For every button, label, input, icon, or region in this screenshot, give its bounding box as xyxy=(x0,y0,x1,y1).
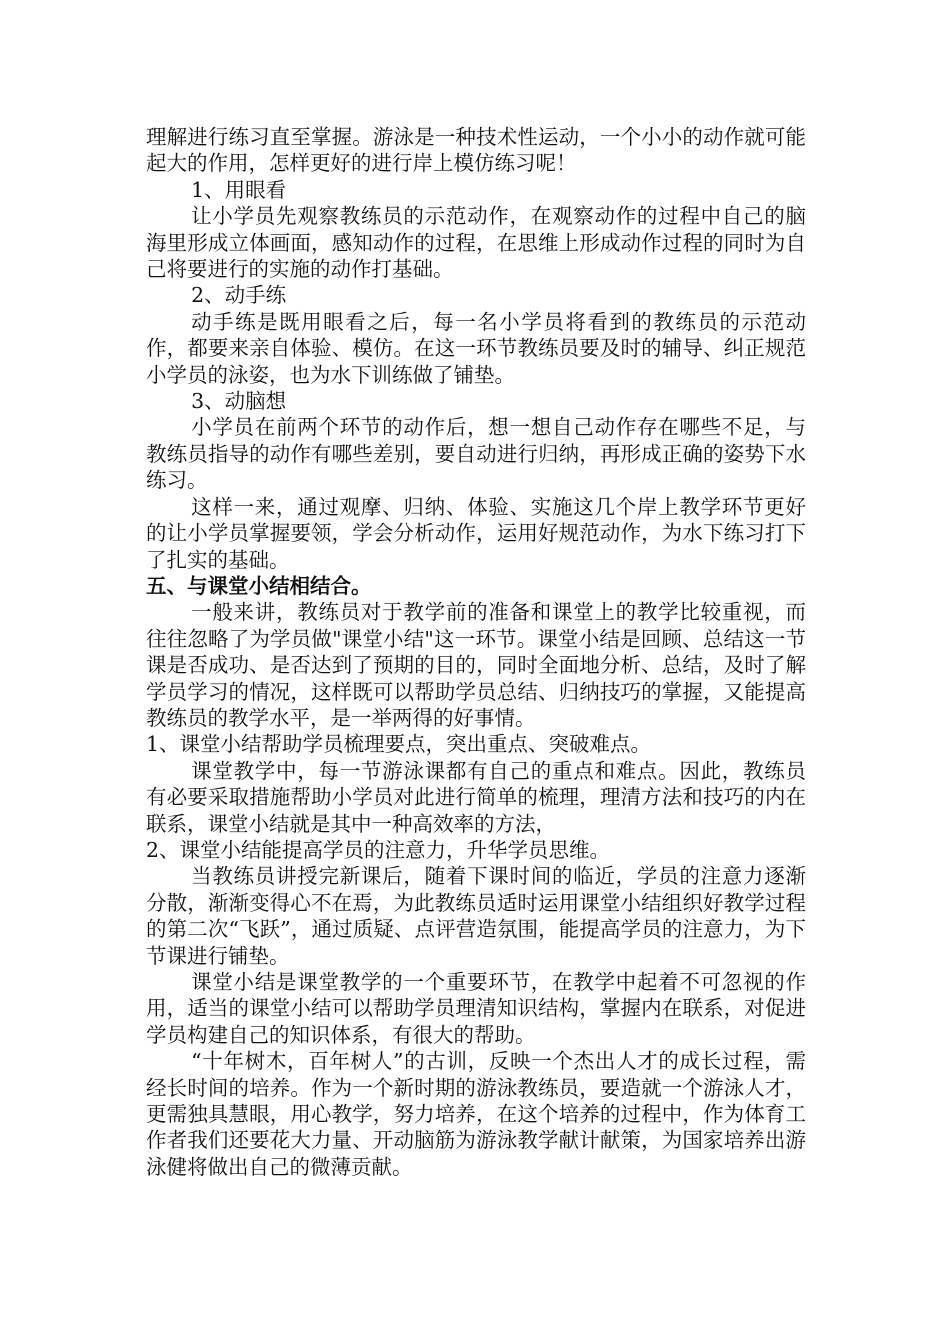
paragraph: 课堂小结是课堂教学的一个重要环节，在教学中起着不可忽视的作用，适当的课堂小结可以帮助学员理清知识结构，掌握内在联系，对促进学员构建自己的知识体系，有很大的帮助。 xyxy=(146,970,806,1047)
list-item-heading: 3、动脑想 xyxy=(191,389,287,414)
paragraph: 这样一来，通过观摩、归纳、体验、实施这几个岸上教学环节更好的让小学员掌握要领，学会分析动作，运用好规范动作，为水下练习打下了扎实的基础。 xyxy=(146,494,806,572)
paragraph: 课堂教学中，每一节游泳课都有自己的重点和难点。因此，教练员有必要采取措施帮助小学员对此进行简单的梳理，理清方法和技巧的内在联系，课堂小结就是其中一种高效率的方法， xyxy=(146,758,806,836)
document-body xyxy=(146,124,806,1180)
list-item-heading: 2、动手练 xyxy=(191,283,287,308)
paragraph: 一般来讲，教练员对于教学前的准备和课堂上的教学比较重视，而往往忽略了为学员做"课堂小结"这一环节。课堂小结是回顾、总结这一节课是否成功、是否达到了预期的目的，同时全面地分析、总结，及时了解学员学习的情况，这样既可以帮助学员总结、归纳技巧的掌握，又能提高教练员的教学水平，是一举两得的好事情。 xyxy=(146,600,806,730)
paragraph: 小学员在前两个环节的动作后，想一想自己动作存在哪些不足，与教练员指导的动作有哪些差别，要自动进行归纳，再形成正确的姿势下水练习。 xyxy=(146,415,806,493)
paragraph: 让小学员先观察教练员的示范动作，在观察动作的过程中自己的脑海里形成立体画面，感知动作的过程，在思维上形成动作过程的同时为自己将要进行的实施的动作打基础。 xyxy=(146,204,806,282)
paragraph: 理解进行练习直至掌握。游泳是一种技术性运动，一个小小的动作就可能起大的作用，怎样更好的进行岸上模仿练习呢！ xyxy=(146,125,806,176)
section-heading: 五、与课堂小结相结合。 xyxy=(146,573,372,598)
list-item-heading: 1、用眼看 xyxy=(191,177,287,202)
paragraph: 动手练是既用眼看之后，每一名小学员将看到的教练员的示范动作，都要来亲自体验、模仿。在这一环节教练员要及时的辅导、纠正规范小学员的泳姿，也为水下训练做了铺垫。 xyxy=(146,309,806,387)
numbered-point: 2、课堂小结能提高学员的注意力，升华学员思维。 xyxy=(146,837,611,862)
paragraph: 当教练员讲授完新课后，随着下课时间的临近，学员的注意力逐渐分散，渐渐变得心不在焉，为此教练员适时运用课堂小结组织好教学过程的第二次“飞跃”，通过质疑、点评营造氛围，能提高学员的注意力，为下节课进行铺垫。 xyxy=(146,864,806,968)
numbered-point: 1、课堂小结帮助学员梳理要点，突出重点、突破难点。 xyxy=(146,732,652,757)
paragraph: “十年树木，百年树人”的古训，反映一个杰出人才的成长过程，需经长时间的培养。作为一个新时期的游泳教练员，要造就一个游泳人才，更需独具慧眼，用心教学，努力培养，在这个培养的过程中，作为体育工作者我们还要花大力量、开动脑筋为游泳教学献计献策，为国家培养出游泳健将做出自己的微薄贡献。 xyxy=(146,1049,806,1179)
